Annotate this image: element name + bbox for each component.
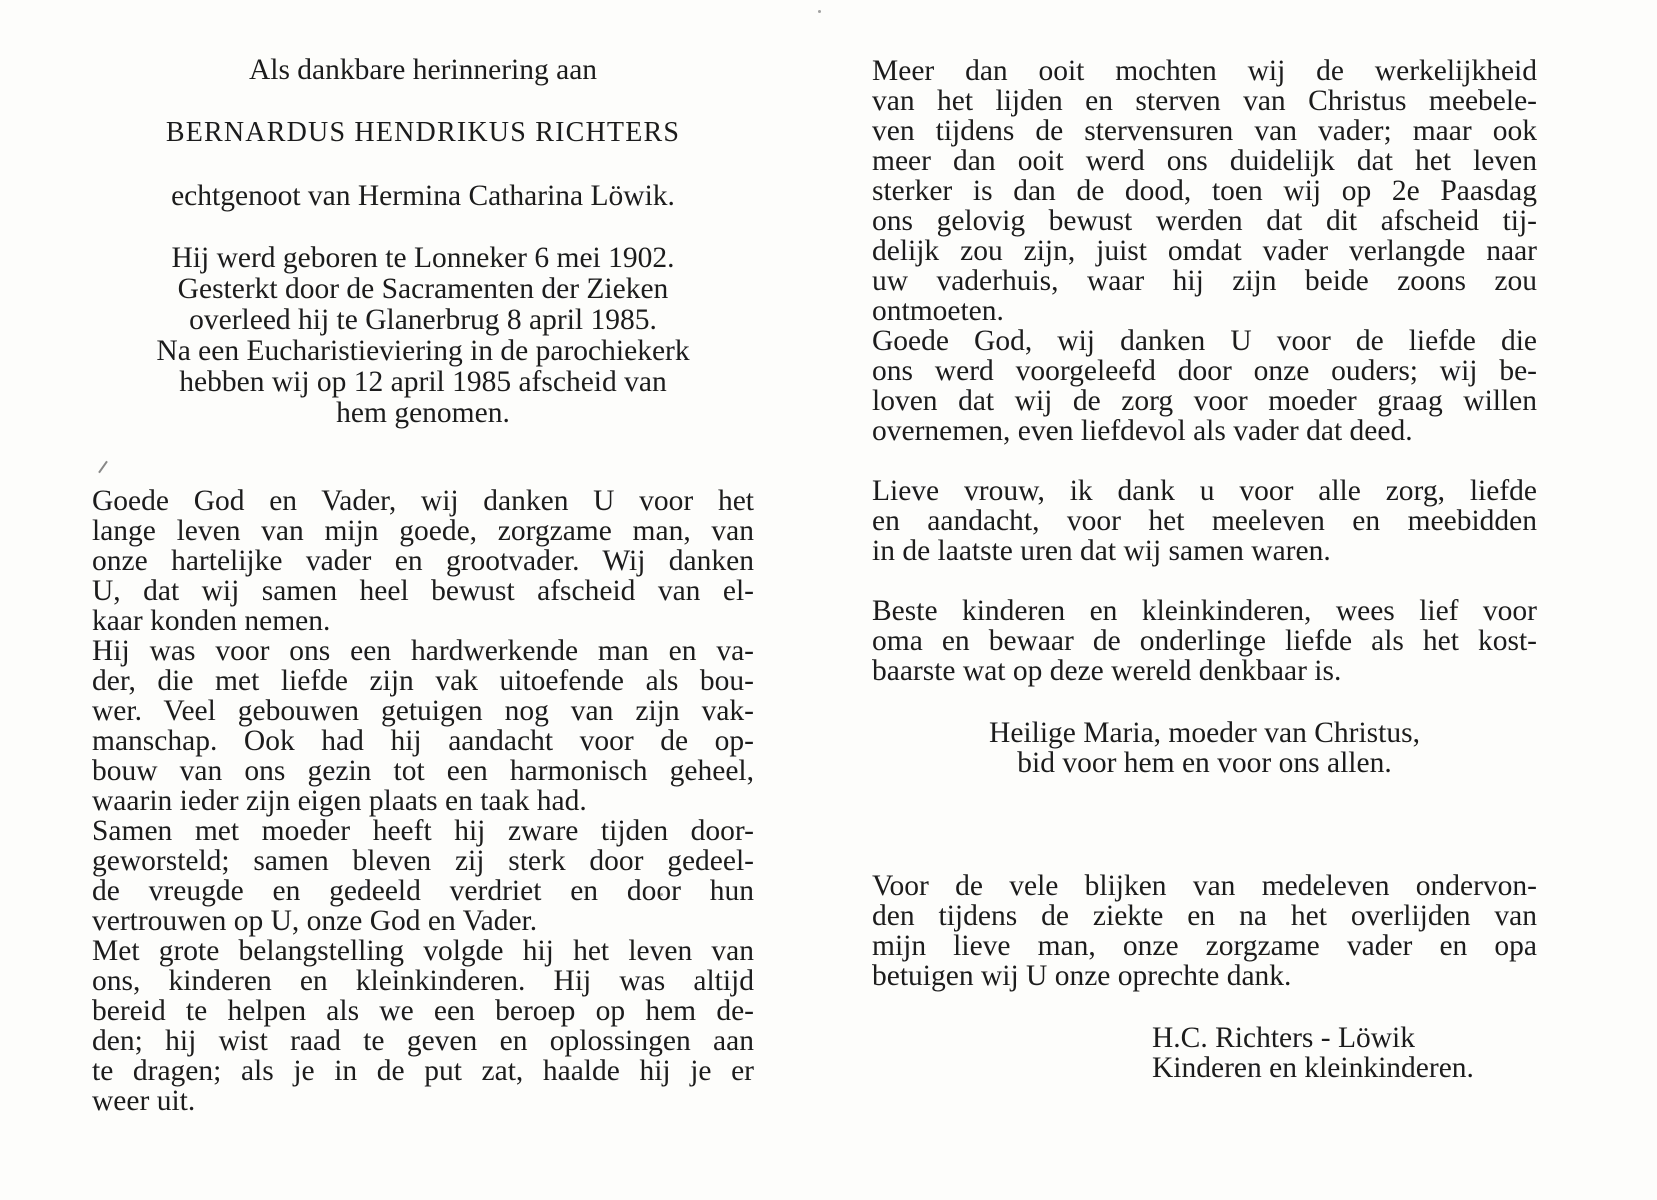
prayer-line: lange leven van mijn goede, zorgzame man, van [92,515,754,547]
signature-line: Kinderen en kleinkinderen. [1152,1052,1474,1084]
spouse-line: echtgenoot van Hermina Catharina Löwik. [171,180,675,212]
prayer-line: weer uit. [92,1085,196,1117]
prayer-line: onze hartelijke vader en grootvader. Wij danken [92,545,754,577]
prayer-line: bouw van ons gezin tot een harmonisch geheel, [92,755,754,787]
prayer-line: Met grote belangstelling volgde hij het leven van [92,935,754,967]
prayer-line: manschap. Ook had hij aandacht voor de op- [92,725,754,757]
reflection-line: Goede God, wij danken U voor de liefde die [872,325,1537,357]
reflection-line: loven dat wij de zorg voor moeder graag willen [872,385,1537,417]
prayer-line: vertrouwen op U, onze God en Vader. [92,905,538,937]
wife-line: in de laatste uren dat wij samen waren. [872,535,1331,567]
prayer-line: bereid te helpen als we een beroep op hem de- [92,995,754,1027]
children-line: oma en bewaar de onderlinge liefde als het kost- [872,625,1537,657]
prayer-line: Hij was voor ons een hardwerkende man en va- [92,635,754,667]
reflection-line: delijk zou zijn, juist omdat vader verlangde naar [872,235,1537,267]
prayer-line: der, die met liefde zijn vak uitoefende als bou- [92,665,754,697]
prayer-line: te dragen; als je in de put zat, haalde hij je er [92,1055,754,1087]
thanks-line: mijn lieve man, onze zorgzame vader en opa [872,930,1537,962]
reflection-line: ons werd voorgeleefd door onze ouders; wij be- [872,355,1537,387]
thanks-line: den tijdens de ziekte en na het overlijden van [872,900,1537,932]
thanks-line: Voor de vele blijken van medeleven ondervon- [872,870,1537,902]
children-line: Beste kinderen en kleinkinderen, wees lief voor [872,595,1537,627]
prayer-line: den; hij wist raad te geven en oplossingen aan [92,1025,754,1057]
wife-line: Lieve vrouw, ik dank u voor alle zorg, liefde [872,475,1537,507]
prayer-line: Samen met moeder heeft hij zware tijden door- [92,815,754,847]
intro-line: Als dankbare herinnering aan [248,54,598,86]
signature-line: H.C. Richters - Löwik [1152,1022,1416,1054]
bio-line: Na een Eucharistieviering in de parochiekerk [156,335,690,367]
invocation-line: bid voor hem en voor ons allen. [1017,747,1392,779]
deceased-name: BERNARDUS HENDRIKUS RICHTERS [165,117,681,148]
prayer-line: U, dat wij samen heel bewust afscheid van el- [92,575,754,607]
reflection-line: van het lijden en sterven van Christus meebele- [872,85,1537,117]
speck [818,10,821,13]
wife-line: en aandacht, voor het meeleven en meebidden [872,505,1537,537]
prayer-line: geworsteld; samen bleven zij sterk door gedeel- [92,845,754,877]
reflection-line: ons gelovig bewust werden dat dit afscheid tij- [872,205,1537,237]
prayer-line: kaar konden nemen. [92,605,331,637]
reflection-line: sterker is dan de dood, toen wij op 2e Paasdag [872,175,1537,207]
prayer-line: wer. Veel gebouwen getuigen nog van zijn vak- [92,695,754,727]
reflection-line: ontmoeten. [872,295,1004,327]
invocation-line: Heilige Maria, moeder van Christus, [989,717,1420,749]
bio-line: hem genomen. [336,397,510,429]
thanks-line: betuigen wij U onze oprechte dank. [872,960,1292,992]
bio-line: Gesterkt door de Sacramenten der Zieken [177,273,669,305]
reflection-line: uw vaderhuis, waar hij zijn beide zoons zou [872,265,1537,297]
children-line: baarste wat op deze wereld denkbaar is. [872,655,1342,687]
pen-mark [98,461,108,474]
bio-line: hebben wij op 12 april 1985 afscheid van [179,366,667,398]
bio-line: overleed hij te Glanerbrug 8 april 1985. [189,304,657,336]
prayer-line: waarin ieder zijn eigen plaats en taak had. [92,785,587,817]
bio-line: Hij werd geboren te Lonneker 6 mei 1902. [171,242,675,274]
prayer-line: Goede God en Vader, wij danken U voor het [92,485,754,517]
reflection-line: overnemen, even liefdevol als vader dat deed. [872,415,1413,447]
reflection-line: meer dan ooit werd ons duidelijk dat het leven [872,145,1537,177]
reflection-line: ven tijdens de stervensuren van vader; maar ook [872,115,1537,147]
reflection-line: Meer dan ooit mochten wij de werkelijkheid [872,55,1537,87]
prayer-line: ons, kinderen en kleinkinderen. Hij was altijd [92,965,754,997]
prayer-line: de vreugde en gedeeld verdriet en door hun [92,875,754,907]
